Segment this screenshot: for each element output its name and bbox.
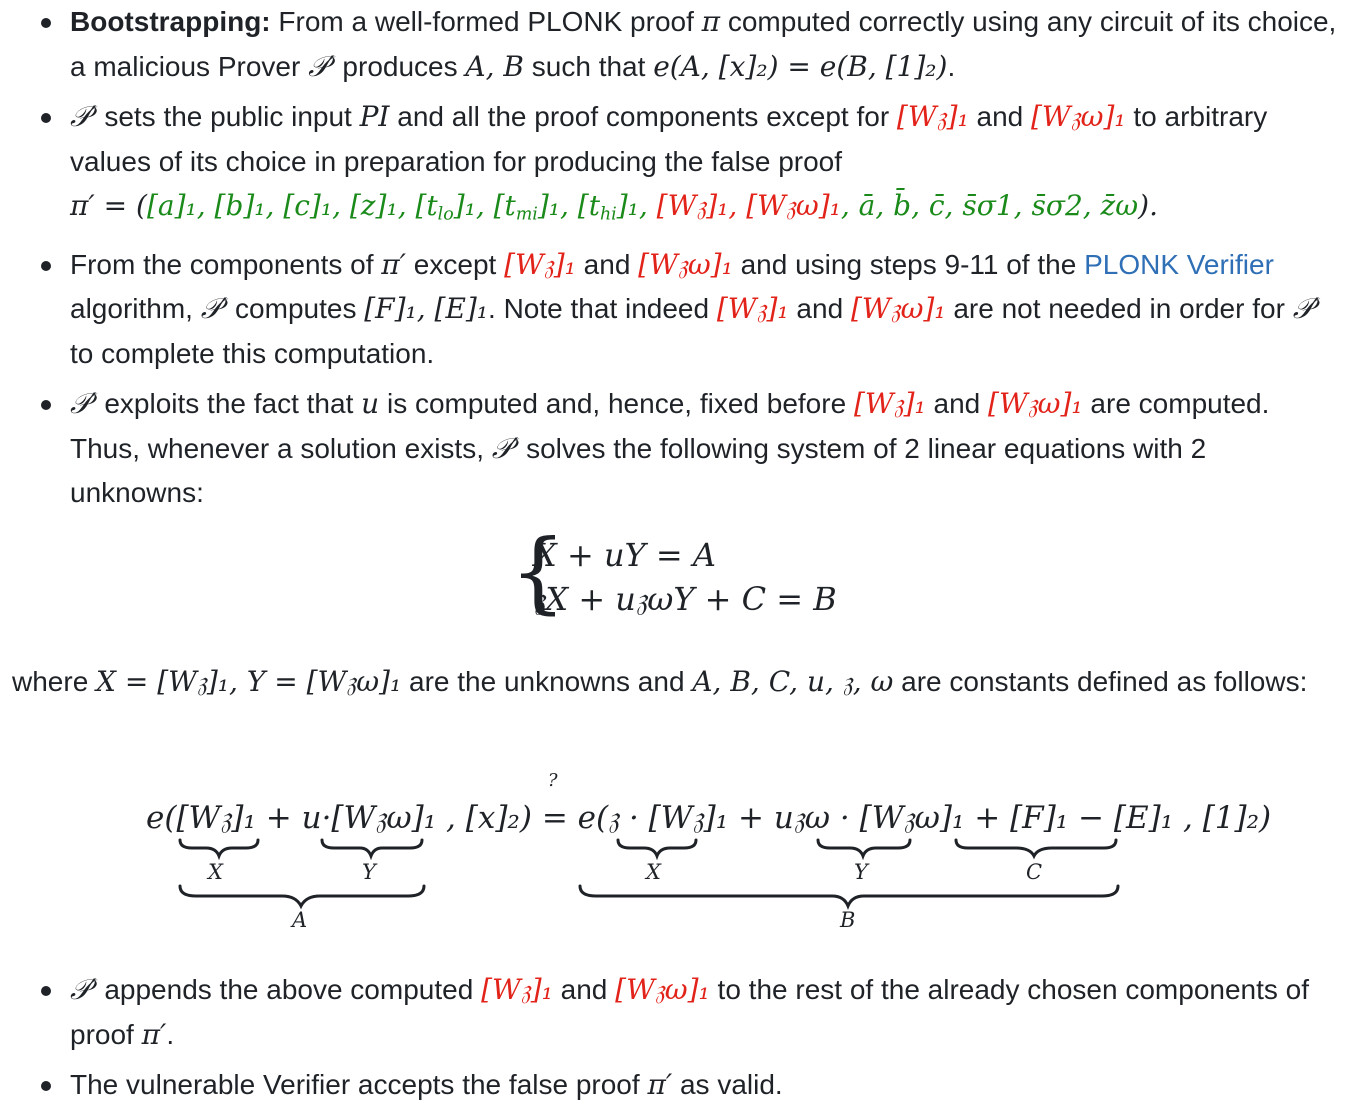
- left-brace: {: [510, 520, 566, 623]
- underbrace-a: [180, 886, 424, 906]
- math-proof-sub: hi: [599, 204, 617, 225]
- math-w-zeta: [W𝔷]₁: [504, 247, 576, 281]
- text: and: [968, 101, 1031, 132]
- math-prover: 𝒫′: [70, 100, 97, 133]
- math-u: u: [361, 387, 380, 421]
- text: except: [406, 248, 505, 280]
- text: and: [788, 293, 851, 325]
- text: is computed and, hence, fixed before: [379, 388, 854, 420]
- math-pi-prime: π′: [141, 1017, 167, 1051]
- system-row-2: 𝔷X + u𝔷ωY + C = B: [534, 580, 837, 618]
- math-w-zeta: [W𝔷]₁: [481, 973, 553, 1006]
- equation-question-mark: ?: [547, 770, 558, 791]
- math-prover: 𝒫′: [308, 49, 335, 83]
- math-f-e: [F]₁, [E]₁: [364, 292, 489, 326]
- math-a-b: A, B: [465, 49, 524, 83]
- bullet-sets-inputs: [0, 95, 1340, 237]
- math-prover: 𝒫′: [70, 973, 97, 1006]
- math-proof-sub: mi: [515, 204, 538, 225]
- text: to complete this computation.: [70, 337, 435, 369]
- math-constants: A, B, C, u, 𝔷, ω: [692, 665, 894, 698]
- underbrace-x-lhs: [180, 840, 258, 856]
- underbrace-y-rhs: [818, 840, 910, 856]
- text: algorithm,: [70, 293, 201, 325]
- text: exploits the fact that: [96, 388, 362, 420]
- bullet-verifier-accepts: [0, 1063, 1340, 1108]
- bullet-dot: [41, 400, 51, 410]
- math-proof-w-terms: [W𝔷]₁, [W𝔷ω]₁: [656, 189, 841, 222]
- text: and: [925, 388, 989, 420]
- math-proof-evaluations: , ā, b̄, c̄, s̄σ1, s̄σ2, z̄ω: [840, 189, 1139, 222]
- label-x-lhs: X: [208, 860, 223, 884]
- math-w-zeta-omega: [W𝔷ω]₁: [1031, 100, 1126, 133]
- text: are constants defined as follows:: [893, 666, 1308, 697]
- label-c: C: [1026, 860, 1043, 884]
- math-pi-prime: π′: [381, 247, 407, 281]
- underbrace-y-lhs: [322, 840, 422, 856]
- underbraces: [146, 780, 1226, 950]
- math-w-zeta-omega: [W𝔷ω]₁: [988, 387, 1083, 421]
- math-w-zeta-omega: [W𝔷ω]₁: [615, 973, 710, 1006]
- math-w-zeta: [W𝔷]₁: [896, 100, 969, 133]
- math-pi-prime: π′: [647, 1068, 673, 1101]
- system-row-1: X + uY = A: [534, 536, 716, 574]
- math-proof-part: ]₁,: [616, 189, 657, 222]
- math-w-zeta: [W𝔷]₁: [853, 387, 926, 421]
- math-public-input: PI: [359, 100, 390, 133]
- label-a: A: [292, 908, 308, 932]
- equation-rhs: e(𝔷 · [W𝔷]₁ + u𝔷ω · [W𝔷ω]₁ + [F]₁ − [E]₁ , [1]₂): [577, 800, 1272, 836]
- text: to arbitrary values of its choice in preparation for producing the false proof: [70, 101, 1268, 177]
- bullet-compute-f-e: [0, 243, 1340, 377]
- math-prover: 𝒫′: [70, 387, 97, 421]
- math-unknowns: X = [W𝔷]₁, Y = [W𝔷ω]₁: [96, 665, 402, 698]
- text: From a well-formed PLONK proof: [270, 6, 702, 37]
- text: and: [575, 248, 639, 280]
- bullet-exploit-u: [0, 382, 1340, 516]
- text: The vulnerable Verifier accepts the false proof: [70, 1069, 648, 1100]
- underbrace-c: [956, 840, 1116, 856]
- equation-lhs: e([W𝔷]₁ + u·[W𝔷ω]₁ , [x]₂): [146, 800, 532, 836]
- text: . Note that indeed: [488, 293, 717, 325]
- bullet-dot: [41, 986, 51, 996]
- bullet-bootstrapping: [0, 0, 1340, 89]
- math-pairing-equation: e(A, [x]₂) = e(B, [1]₂): [653, 49, 948, 83]
- bullet-list-top: [0, 0, 1340, 522]
- text: computes: [227, 293, 365, 325]
- bullet-dot: [41, 261, 51, 271]
- underbrace-b: [580, 886, 1118, 906]
- text: where: [12, 666, 97, 697]
- math-w-zeta: [W𝔷]₁: [716, 292, 789, 326]
- text: as valid.: [672, 1069, 783, 1100]
- plonk-verifier-link[interactable]: PLONK Verifier: [1084, 248, 1274, 280]
- text: .: [166, 1018, 175, 1050]
- math-proof-part: ]₁, [t: [537, 189, 600, 222]
- math-prover: 𝒫′: [1292, 292, 1320, 326]
- where-paragraph: [12, 660, 1342, 705]
- label-y-lhs: Y: [362, 860, 376, 884]
- text: From the components of: [70, 248, 382, 280]
- math-proof-part: ]₁, [t: [453, 189, 516, 222]
- text: such that: [524, 50, 654, 82]
- bullet-dot: [41, 113, 51, 123]
- math-proof-end: ).: [1138, 189, 1158, 222]
- text: and: [552, 974, 616, 1005]
- equation-equals: =: [541, 800, 568, 836]
- text: sets the public input: [96, 101, 360, 132]
- text: are not needed in order for: [945, 293, 1293, 325]
- bullet-dot: [41, 1081, 51, 1091]
- math-w-zeta-omega: [W𝔷ω]₁: [638, 247, 733, 281]
- math-prover: 𝒫′: [491, 431, 519, 465]
- math-proof-sub: lo: [437, 204, 454, 225]
- math-w-zeta-omega: [W𝔷ω]₁: [850, 292, 946, 326]
- bullet-append-proof: [0, 968, 1340, 1057]
- text: appends the above computed: [96, 974, 482, 1005]
- text: and all the proof components except for: [389, 101, 897, 132]
- pairing-equation: [146, 770, 1272, 950]
- text: and using steps 9-11 of the: [732, 248, 1085, 280]
- underbrace-x-rhs: [618, 840, 696, 856]
- text: .: [947, 50, 956, 82]
- math-false-proof: [70, 189, 1158, 225]
- math-pi: π: [701, 5, 721, 38]
- text: produces: [334, 50, 466, 82]
- math-proof-part: [a]₁, [b]₁, [c]₁, [z]₁, [t: [146, 189, 438, 222]
- math-prover: 𝒫′: [200, 292, 228, 326]
- math-proof-lhs: π′ = (: [70, 189, 147, 222]
- label-x-rhs: X: [646, 860, 661, 884]
- label-b: B: [840, 908, 856, 932]
- text: to the rest of the already chosen components of proof: [70, 974, 1310, 1050]
- text: solves the following system of 2 linear equations with 2 unknowns:: [70, 432, 1207, 509]
- text: computed correctly using any circuit of its choice, a malicious Prover: [70, 6, 1337, 82]
- text: are the unknowns and: [401, 666, 693, 697]
- bullet-dot: [41, 18, 51, 28]
- bullet-list-bottom: [0, 968, 1340, 1114]
- bootstrapping-label: Bootstrapping:: [70, 6, 271, 37]
- text: are computed. Thus, whenever a solution exists,: [70, 388, 1270, 464]
- label-y-rhs: Y: [854, 860, 868, 884]
